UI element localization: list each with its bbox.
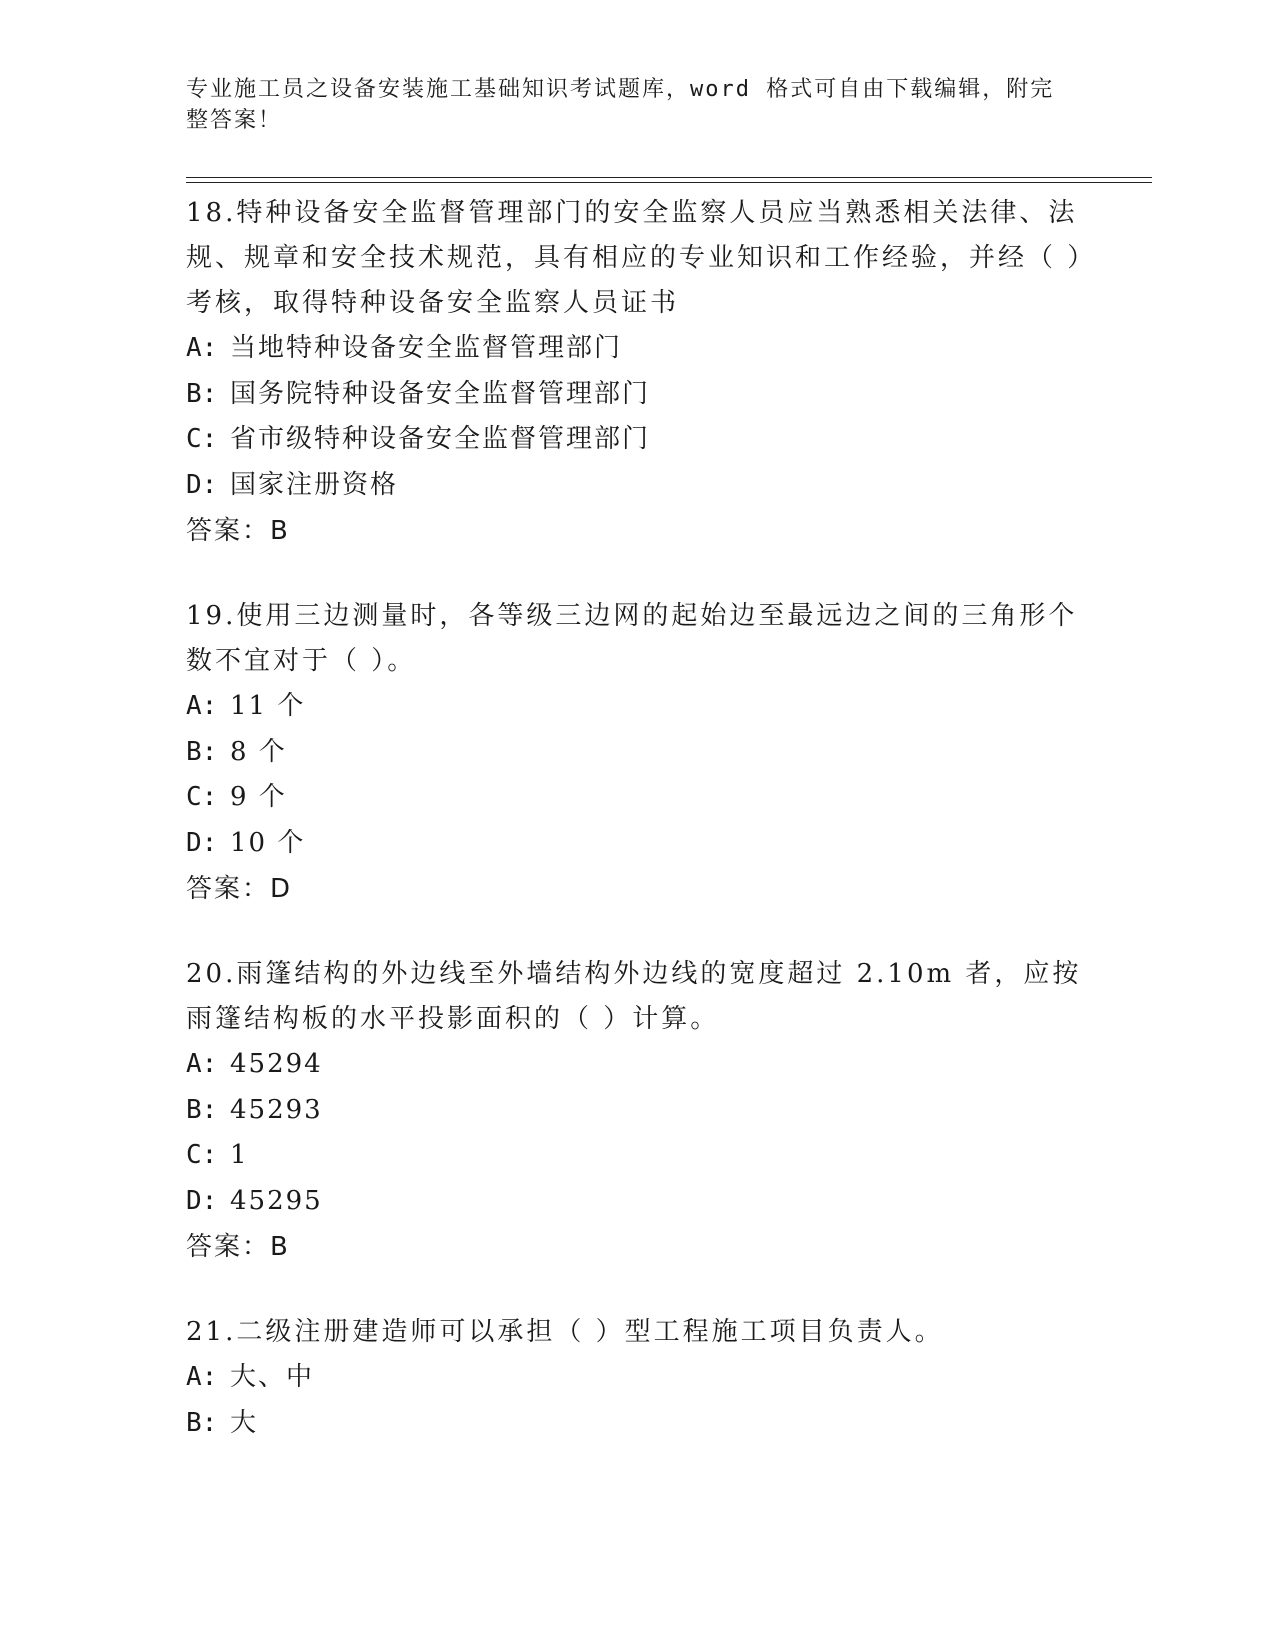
option-label: D: [186,469,218,500]
option-c [186,417,1086,463]
answer: 答案：B [186,516,290,546]
option-text: 国家注册资格 [230,469,399,500]
option-label: A: [186,1049,218,1079]
question-20 [186,952,1086,1270]
option-text: 大 [230,1407,259,1438]
option-label: B: [186,1094,218,1125]
option-b [186,1088,1086,1134]
option-text: 1 [230,1140,249,1170]
option-d [186,821,1086,867]
question-stem: 20.雨篷结构的外边线至外墙结构外边线的宽度超过 2.10m 者，应按雨篷结构板的水平投影面积的（ ）计算。 [186,959,1082,1034]
option-text: 9 个 [230,782,287,812]
option-b [186,730,1086,776]
option-text: 45293 [230,1094,323,1125]
option-label: B: [186,736,218,767]
option-text: 大、中 [230,1362,315,1392]
option-label: C: [186,424,218,454]
option-text: 45294 [230,1049,323,1079]
option-text: 当地特种设备安全监督管理部门 [230,333,623,363]
option-b [186,372,1086,418]
option-text: 国务院特种设备安全监督管理部门 [230,378,651,409]
option-c [186,1133,1086,1179]
option-label: D: [186,827,218,858]
question-stem: 18.特种设备安全监督管理部门的安全监察人员应当熟悉相关法律、法规、规章和安全技术规范，具有相应的专业知识和工作经验，并经（ ）考核，取得特种设备安全监察人员证书 [186,198,1084,318]
option-label: A: [186,691,218,721]
question-18 [186,191,1086,554]
option-a [186,1355,1086,1401]
option-text: 11 个 [230,691,306,721]
question-list [186,191,1086,1486]
option-text: 省市级特种设备安全监督管理部门 [230,424,651,454]
document-header [186,74,1066,136]
header-rule-bottom [186,182,1152,183]
option-text: 45295 [230,1185,323,1216]
option-a [186,1042,1086,1088]
option-a [186,684,1086,730]
option-label: A: [186,1362,218,1392]
option-b [186,1401,1086,1447]
option-a [186,326,1086,372]
option-text: 8 个 [230,736,287,767]
option-d [186,463,1086,509]
option-label: D: [186,1185,218,1216]
option-label: C: [186,782,218,812]
answer: 答案：B [186,1232,290,1262]
option-label: B: [186,378,218,409]
question-21 [186,1310,1086,1446]
question-19 [186,594,1086,912]
option-label: C: [186,1140,218,1170]
answer: 答案：D [186,874,293,904]
option-c [186,775,1086,821]
option-text: 10 个 [230,827,306,858]
header-rule-top [186,177,1152,178]
question-stem: 21.二级注册建造师可以承担（ ）型工程施工项目负责人。 [186,1317,944,1347]
option-d [186,1179,1086,1225]
option-label: B: [186,1407,218,1438]
question-stem: 19.使用三边测量时，各等级三边网的起始边至最远边之间的三角形个数不宜对于（ ）。 [186,601,1078,676]
option-label: A: [186,333,218,363]
header-title: 专业施工员之设备安装施工基础知识考试题库，word 格式可自由下载编辑，附完整答案！ [186,77,1055,133]
